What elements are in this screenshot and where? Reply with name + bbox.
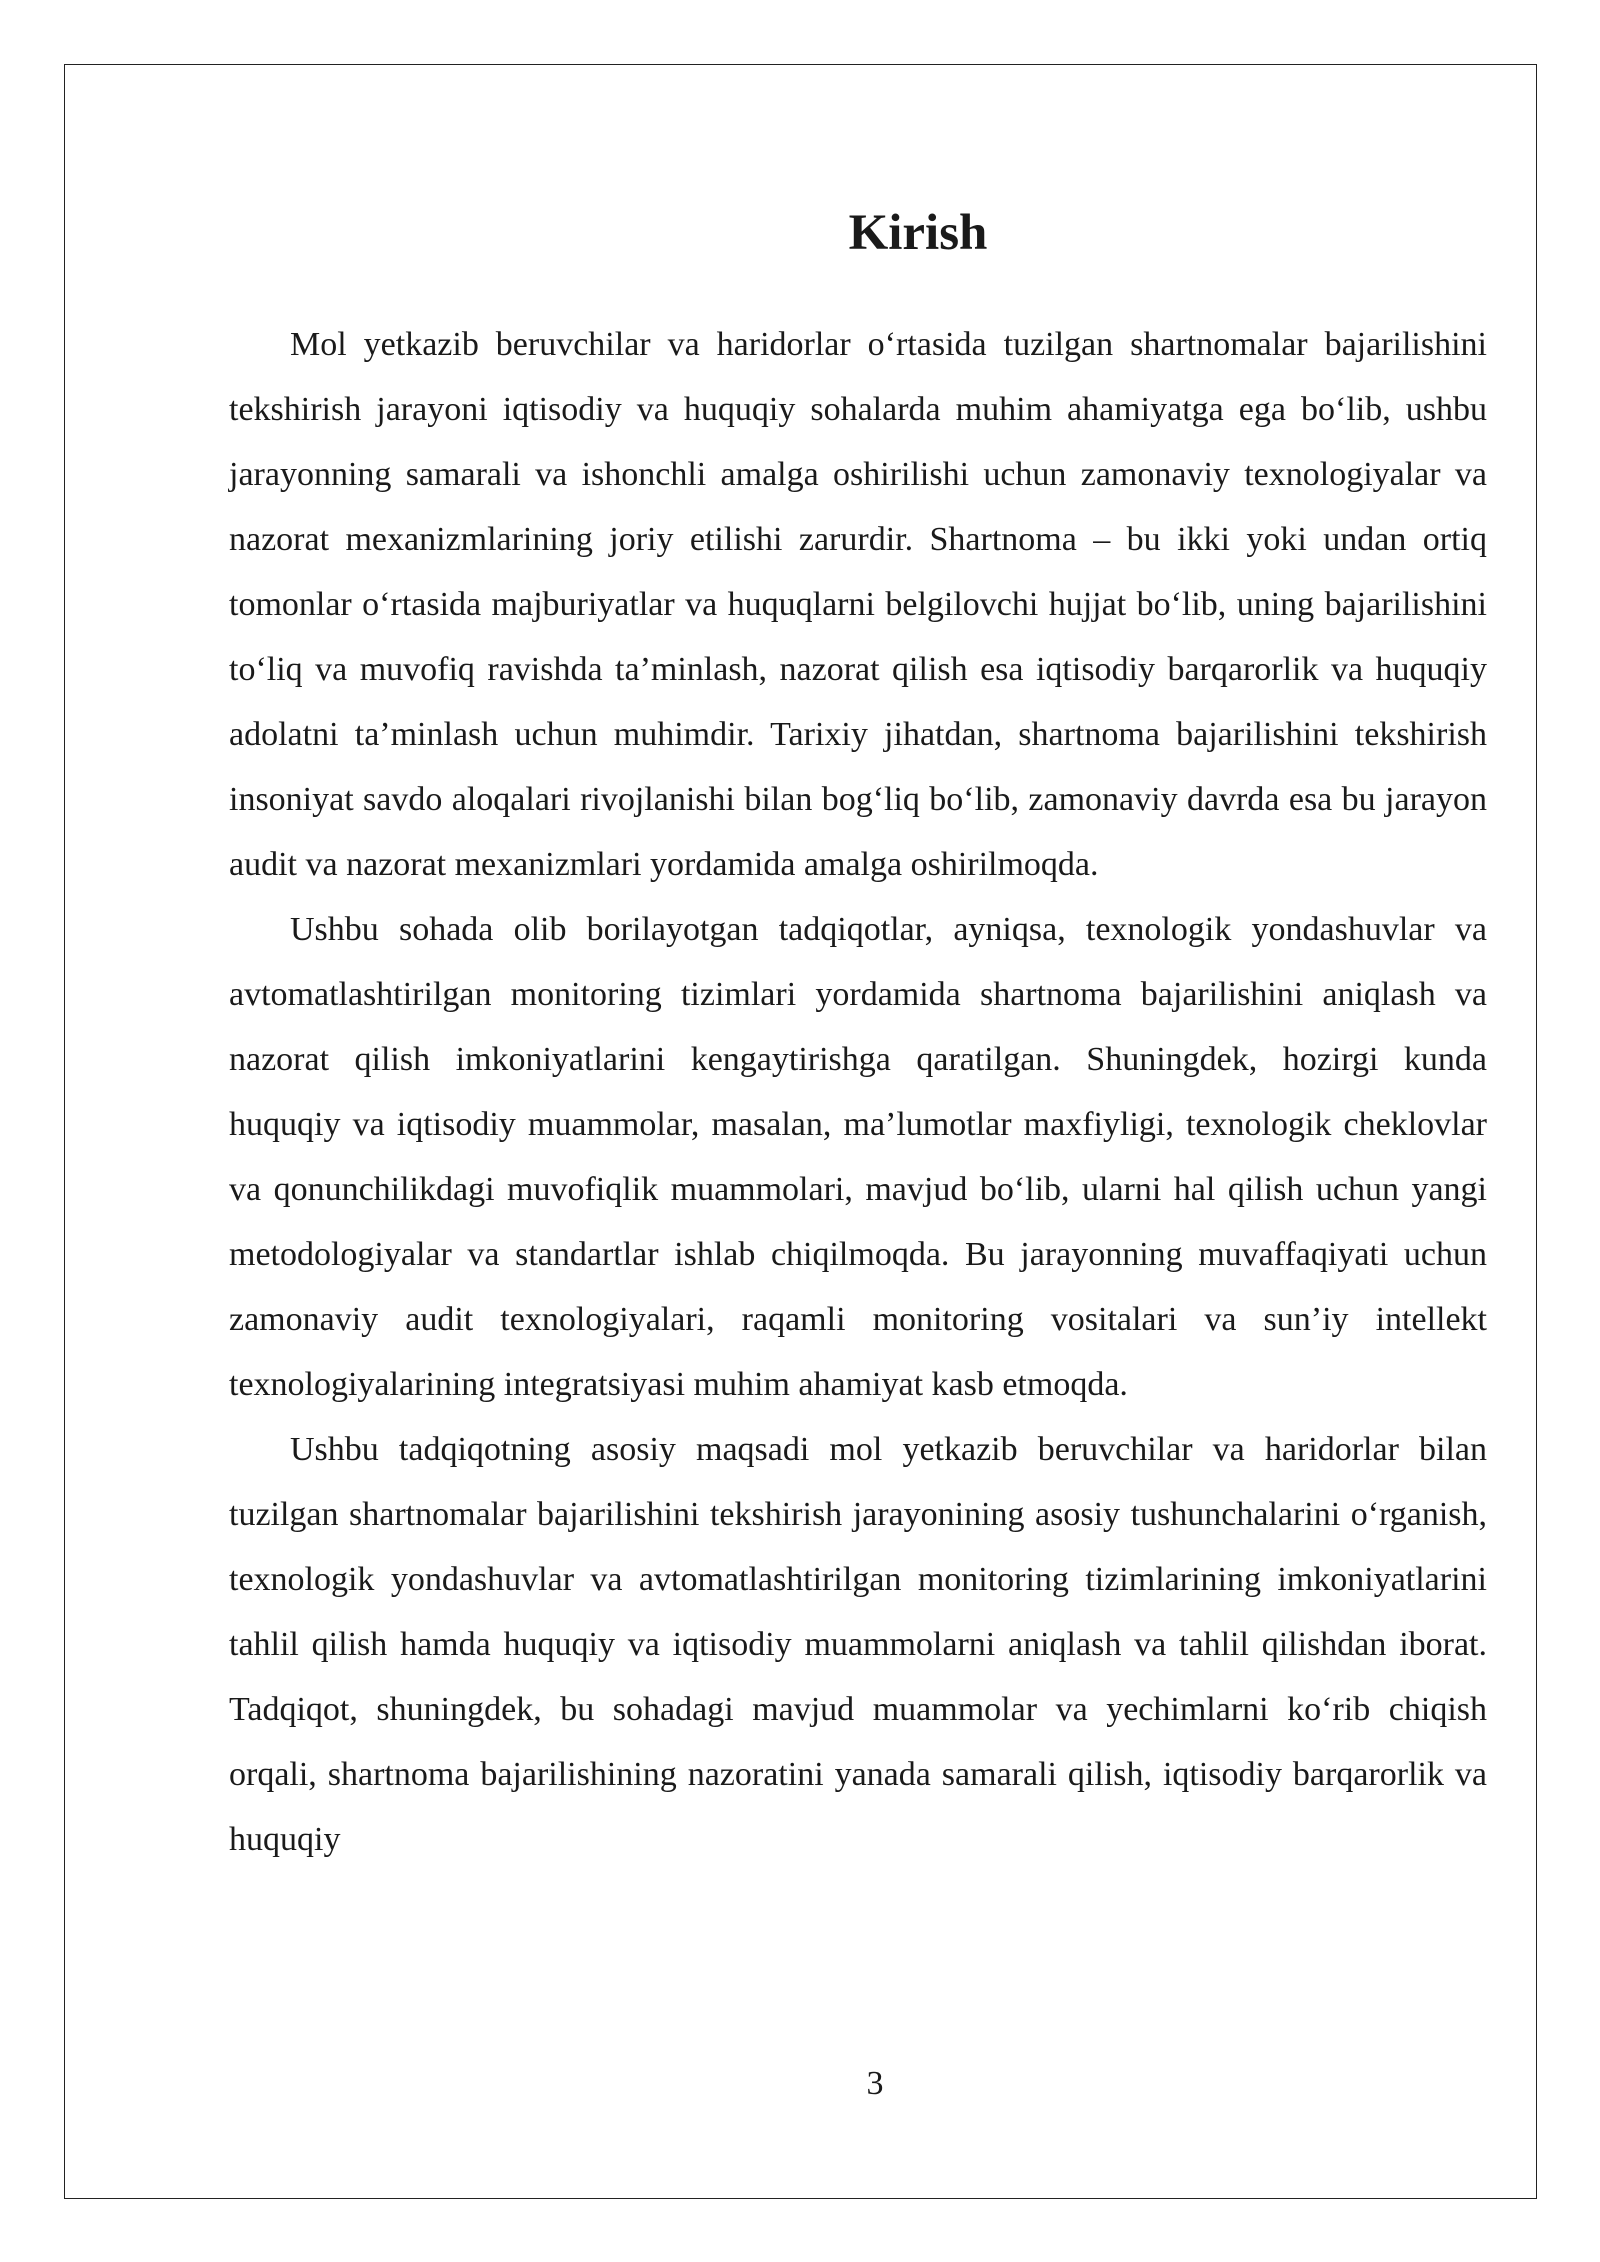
document-body bbox=[229, 192, 1487, 1872]
page-number: 3 bbox=[866, 2065, 884, 2102]
paragraph-1: Mol yetkazib beruvchilar va haridorlar o‘rtasida tuzilgan shartnomalar bajarilishini tekshirish jarayoni iqtisodiy va huquqiy sohalarda muhim ahamiyatga ega bo‘lib, ushbu jarayonning samarali va ishonchli amalga oshirilishi uchun zamonaviy texnologiyalar va nazorat mexanizmlarining joriy etilishi zarurdir. Shartnoma – bu ikki yoki undan ortiq tomonlar o‘rtasida majburiyatlar va huquqlarni belgilovchi hujjat bo‘lib, uning bajarilishini to‘liq va muvofiq ravishda ta’minlash, nazorat qilish esa iqtisodiy barqarorlik va huquqiy adolatni ta’minlash uchun muhimdir. Tarixiy jihatdan, shartnoma bajarilishini tekshirish insoniyat savdo aloqalari rivojlanishi bilan bog‘liq bo‘lib, zamonaviy davrda esa bu jarayon audit va nazorat mexanizmlari yordamida amalga oshirilmoqda. bbox=[229, 326, 1487, 883]
page-title: Kirish bbox=[848, 205, 988, 261]
paragraph-3: Ushbu tadqiqotning asosiy maqsadi mol yetkazib beruvchilar va haridorlar bilan tuzilgan shartnomalar bajarilishini tekshirish jarayonining asosiy tushunchalarini o‘rganish, texnologik yondashuvlar va avtomatlashtirilgan monitoring tizimlarining imkoniyatlarini tahlil qilish hamda huquqiy va iqtisodiy muammolarni aniqlash va tahlil qilishdan iborat. Tadqiqot, shuningdek, bu sohadagi mavjud muammolar va yechimlarni ko‘rib chiqish orqali, shartnoma bajarilishining nazoratini yanada samarali qilish, iqtisodiy barqarorlik va huquqiy bbox=[229, 1431, 1487, 1858]
paragraph-2: Ushbu sohada olib borilayotgan tadqiqotlar, ayniqsa, texnologik yondashuvlar va avtomatlashtirilgan monitoring tizimlari yordamida shartnoma bajarilishini aniqlash va nazorat qilish imkoniyatlarini kengaytirishga qaratilgan. Shuningdek, hozirgi kunda huquqiy va iqtisodiy muammolar, masalan, ma’lumotlar maxfiyligi, texnologik cheklovlar va qonunchilikdagi muvofiqlik muammolari, mavjud bo‘lib, ularni hal qilish uchun yangi metodologiyalar va standartlar ishlab chiqilmoqda. Bu jarayonning muvaffaqiyati uchun zamonaviy audit texnologiyalari, raqamli monitoring vositalari va sun’iy intellekt texnologiyalarining integratsiyasi muhim ahamiyat kasb etmoqda. bbox=[229, 911, 1487, 1403]
